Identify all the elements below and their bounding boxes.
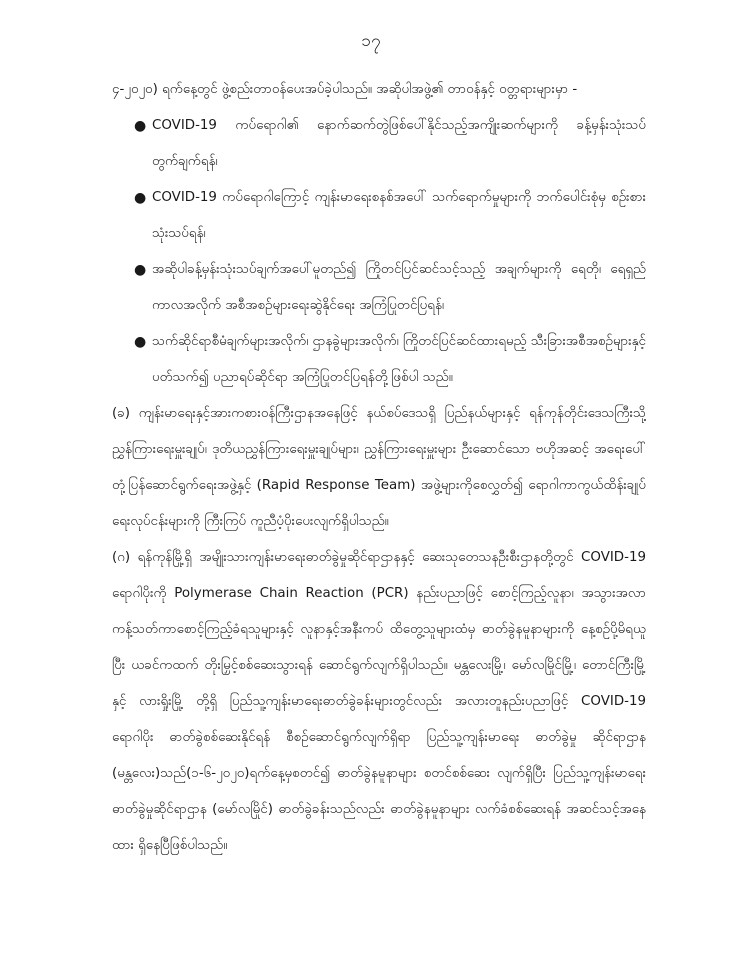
bullet-icon: ● [134, 334, 147, 350]
bullet-icon: ● [134, 118, 147, 134]
duties-list [112, 108, 646, 396]
list-item-text: COVID-19 ကပ်ရောဂါကြောင့် ကျန်းမာရေးစနစ်အပေါ် သက်ရောက်မှုများကို ဘက်ပေါင်းစုံမှ စဉ်းစားသုံးသပ်ရန်၊ [152, 190, 646, 241]
list-item-text: အဆိုပါခန့်မှန်းသုံးသပ်ချက်အပေါ်မူတည်၍ ကြိုတင်ပြင်ဆင်သင့်သည့် အချက်များကို ရေတို၊ ရေရှည်ကာလအလိုက် အစီအစဉ်များရေးဆွဲနိုင်ရေး အကြံပြုတင်ပြရန်၊ [152, 262, 646, 313]
page-number: ၁၇ [361, 31, 381, 51]
list-item [112, 324, 646, 396]
document-body [112, 72, 646, 864]
list-item-text: သက်ဆိုင်ရာစီမံချက်များအလိုက်၊ ဌာနခွဲများအလိုက်၊ ကြိုတင်ပြင်ဆင်ထားရမည့် သီးခြားအစီအစဉ်များနှင့်ပတ်သက်၍ ပညာရပ်ဆိုင်ရာ အကြံပြုတင်ပြရန်တို့ဖြစ်ပါ သည်။ [152, 334, 646, 385]
list-item-text: COVID-19 ကပ်ရောဂါ၏ နောက်ဆက်တွဲဖြစ်ပေါ်နိုင်သည့်အကျိုးဆက်များကို ခန့်မှန်းသုံးသပ်တွက်ချက်ရန်၊ [152, 118, 646, 169]
bullet-icon: ● [134, 190, 147, 206]
list-item [112, 108, 646, 180]
intro-paragraph: ၄-၂၀၂၀) ရက်နေ့တွင် ဖွဲ့စည်းတာဝန်ပေးအပ်ခဲ့ပါသည်။ အဆိုပါအဖွဲ့၏ တာဝန်နှင့် ဝတ္တရားများမှာ - [112, 82, 578, 97]
paragraph-b: (ခ) ကျန်းမာရေးနှင့်အားကစားဝန်ကြီးဌာနအနေဖြင့် နယ်စပ်ဒေသရှိ ပြည်နယ်များနှင့် ရန်ကုန်တိုင်းဒေသကြီးသို့ညွှန်ကြားရေးမှူးချုပ်၊ ဒုတိယညွှန်ကြားရေးမှူးချုပ်များ၊ ညွှန်ကြားရေးမှူးများ ဦးဆောင်သော ဗဟိုအဆင့် အရေးပေါ်တုံ့ပြန်ဆောင်ရွက်ရေးအဖွဲ့နှင့် (Rapid Response Team) အဖွဲ့များကိုစေလွှတ်၍ ရောဂါကာကွယ်ထိန်းချုပ်ရေးလုပ်ငန်းများကို ကြီးကြပ် ကူညီပံ့ပိုးပေးလျက်ရှိပါသည်။ [112, 406, 646, 529]
list-item [112, 180, 646, 252]
list-item [112, 252, 646, 324]
paragraph-g: (ဂ) ရန်ကုန်မြို့ရှိ အမျိုးသားကျန်းမာရေးဓာတ်ခွဲမှုဆိုင်ရာဌာနနှင့် ဆေးသုတေသနဦးစီးဌာနတို့တွင် COVID-19 ရောဂါပိုးကို Polymerase Chain Reaction (PCR) နည်းပညာဖြင့် စောင့်ကြည့်လူနာ၊ အသွားအလာကန့်သတ်ကာစောင့်ကြည့်ခံရသူများနှင့် လူနာနှင့်အနီးကပ် ထိတွေ့သူများထံမှ ဓာတ်ခွဲနမူနာများကို နေ့စဉ်ပို့မိရယူပြီး ယခင်ကထက် တိုးမြှင့်စစ်ဆေးသွားရန် ဆောင်ရွက်လျက်ရှိပါသည်။ မန္တလေးမြို့၊ မော်လမြိုင်မြို့၊ တောင်ကြီးမြို့နှင့် လားရှိုးမြို့ တို့ရှိ ပြည်သူ့ကျန်းမာရေးဓာတ်ခွဲခန်းများတွင်လည်း အလားတူနည်းပညာဖြင့် COVID-19 ရောဂါပိုး ဓာတ်ခွဲစစ်ဆေးနိုင်ရန် စီစဉ်ဆောင်ရွက်လျက်ရှိရာ ပြည်သူ့ကျန်းမာရေး ဓာတ်ခွဲမှု ဆိုင်ရာဌာန (မန္တလေး)သည်(၁-၆-၂၀၂၀)ရက်နေ့မှစတင်၍ ဓာတ်ခွဲနမူနာများ စတင်စစ်ဆေး လျက်ရှိပြီး ပြည်သူ့ကျန်းမာရေးဓာတ်ခွဲမှုဆိုင်ရာဌာန (မော်လမြိုင်) ဓာတ်ခွဲခန်းသည်လည်း ဓာတ်ခွဲနမူနာများ လက်ခံစစ်ဆေးရန် အဆင်သင့်အနေထား ရှိနေပြီဖြစ်ပါသည်။ [112, 550, 646, 853]
bullet-icon: ● [134, 262, 147, 278]
